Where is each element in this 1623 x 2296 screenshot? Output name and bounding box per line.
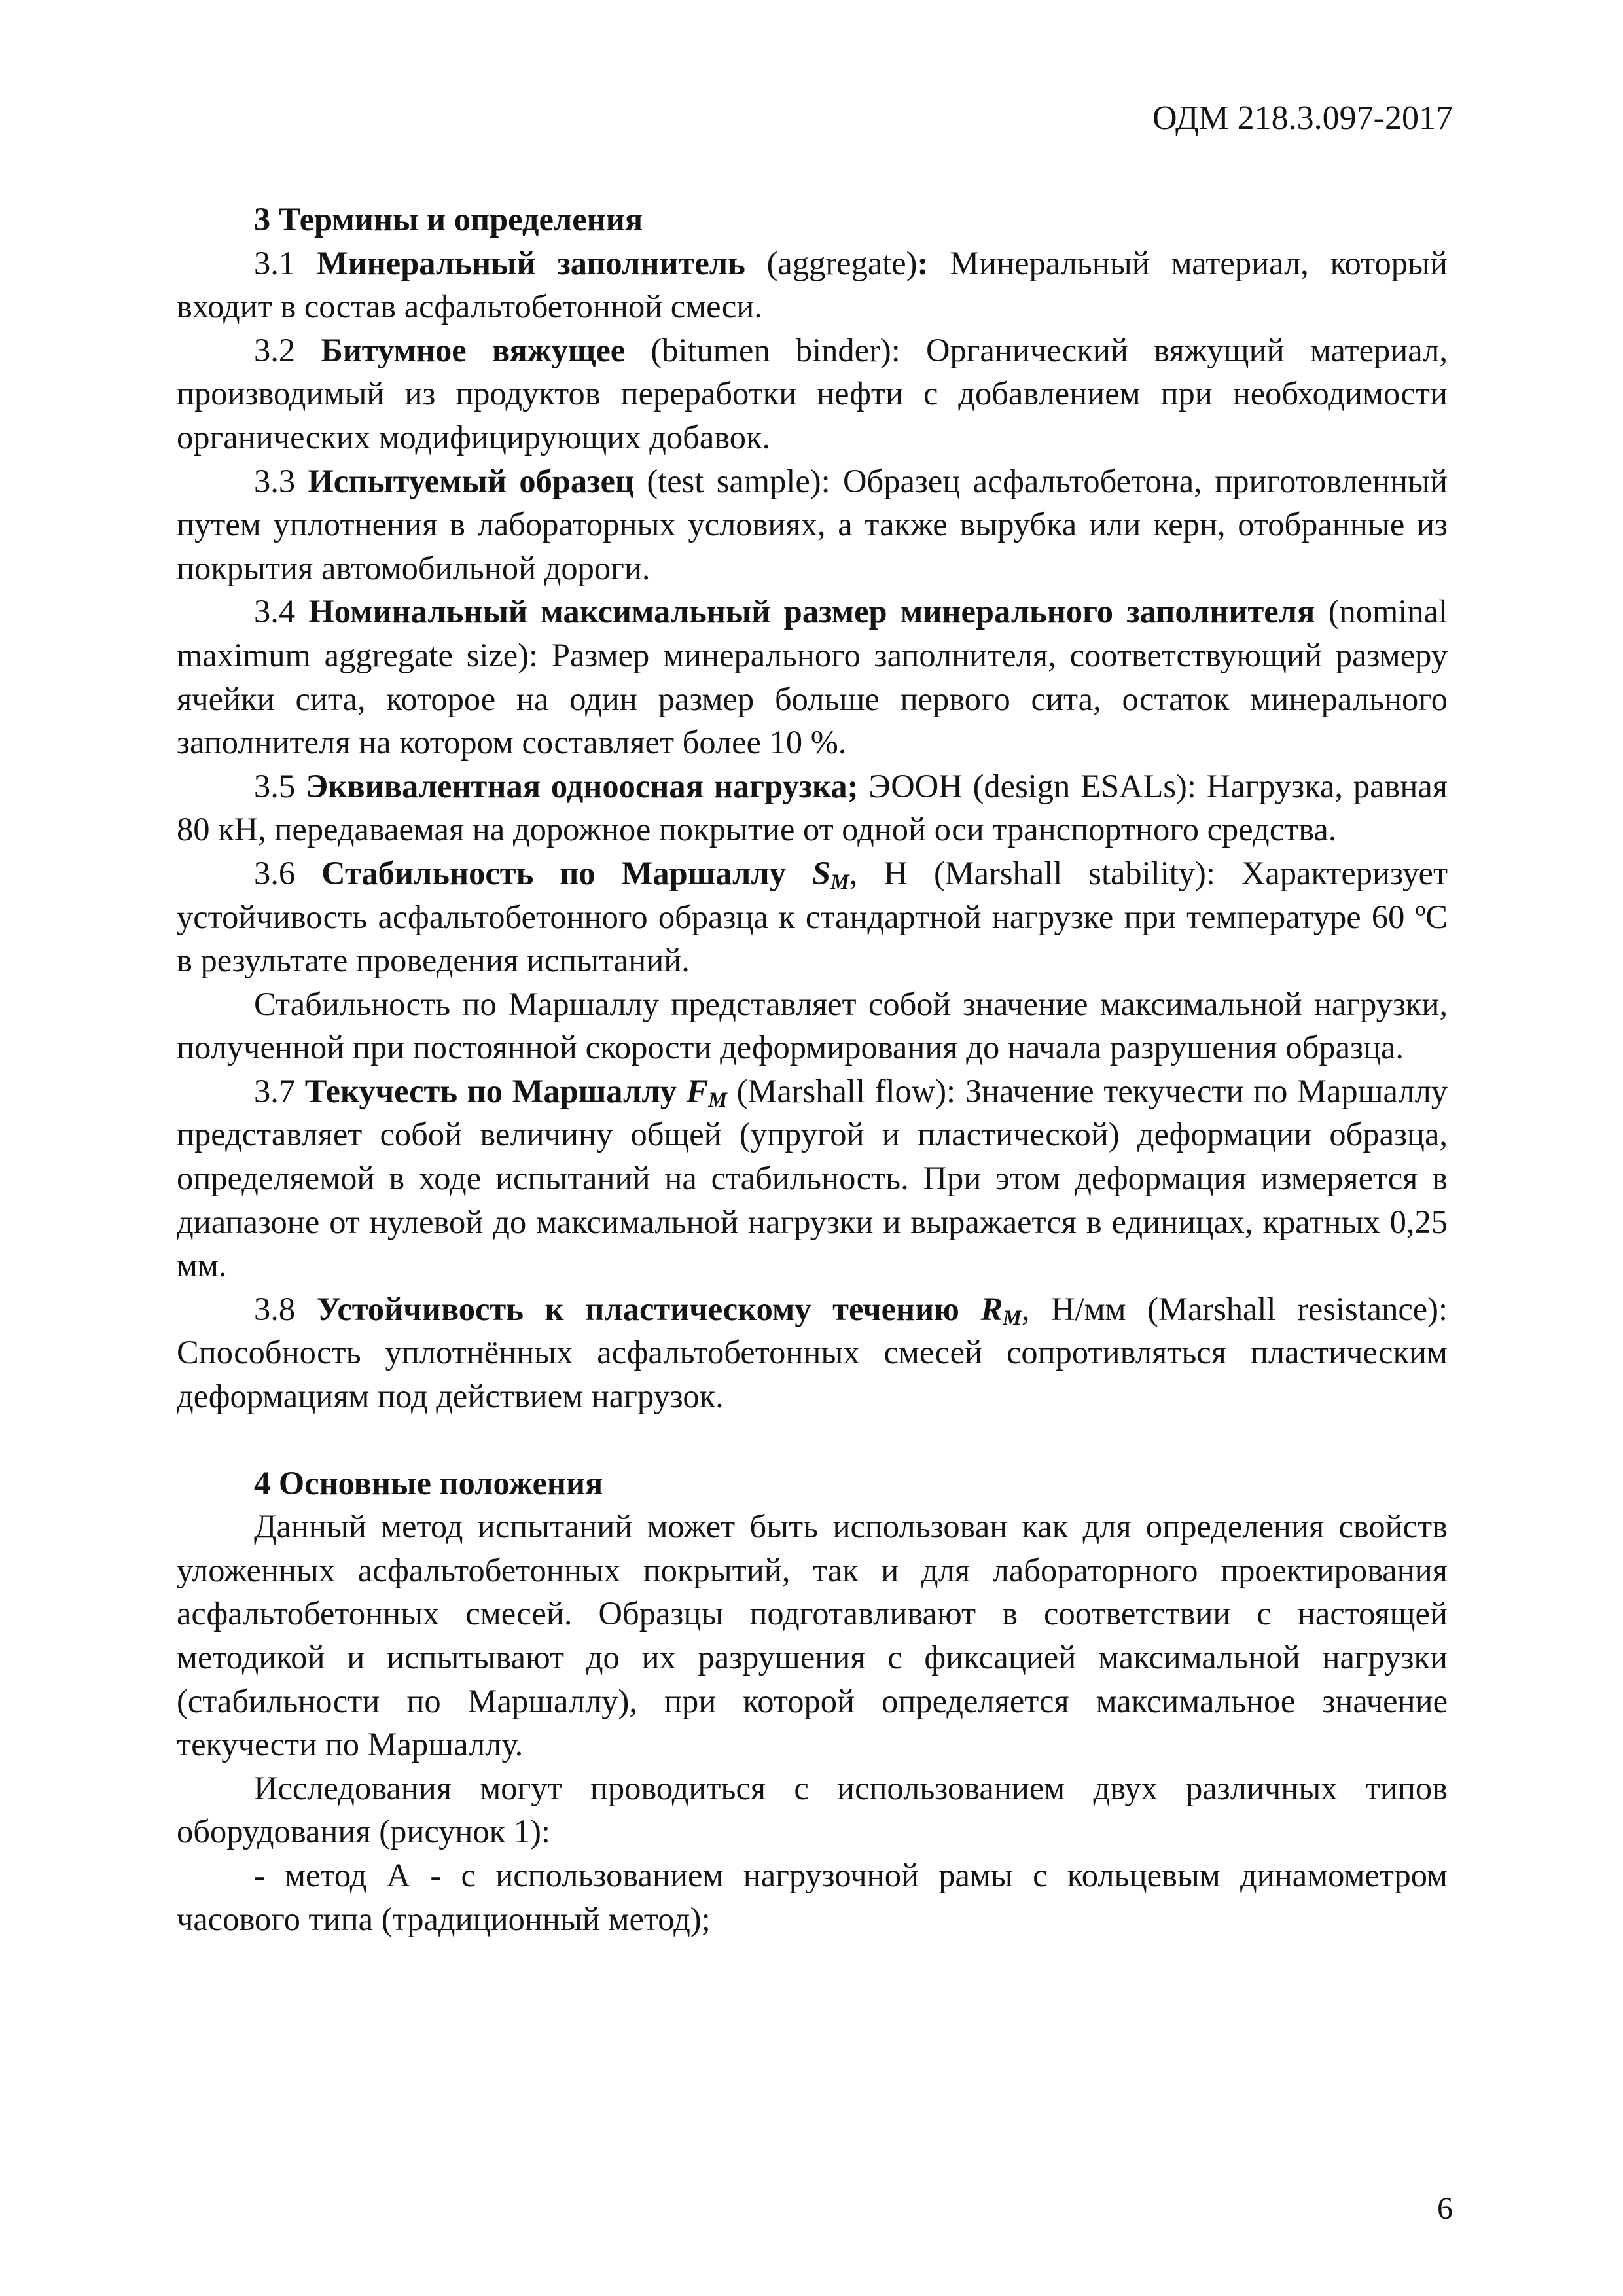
section-gap <box>177 1418 1448 1462</box>
symbol-subscript: M <box>830 870 849 894</box>
term-3-3 <box>177 459 1448 590</box>
term-english: (test sample): <box>647 462 830 499</box>
term-number: 3.4 <box>254 593 296 630</box>
term-3-8 <box>177 1287 1448 1418</box>
section-3-heading: 3 Термины и определения <box>254 201 643 238</box>
term-name: Стабильность по Маршаллу <box>321 854 786 891</box>
term-name: Минеральный заполнитель <box>316 244 745 281</box>
term-name: Текучесть по Маршаллу <box>304 1072 677 1109</box>
term-english: (nominal maximum aggregate size): <box>177 593 1448 673</box>
term-english: (design ESALs): <box>972 767 1196 804</box>
term-number: 3.5 <box>254 767 296 804</box>
section-4-list-item: - метод А - с использованием нагрузочной рамы с кольцевым динамометром часового типа (традиционный метод); <box>177 1856 1448 1937</box>
term-english: (Marshall stability): <box>933 854 1215 891</box>
term-definition: Значение текучести по Маршаллу представляет собой величину общей (упругой и пластической) деформации образца, определяемой в ходе испытаний на стабильность. При этом деформация измеряется в диапазоне от нулевой до максимальной нагрузки и выражается в единицах, кратных 0,25 мм. <box>177 1072 1448 1284</box>
term-3-4 <box>177 590 1448 764</box>
term-3-6 <box>177 852 1448 982</box>
term-definition: Способность уплотнённых асфальтобетонных смесей сопротивляться пластическим деформациям под действием нагрузок. <box>177 1334 1448 1415</box>
term-name: Номинальный максимальный размер минерального заполнителя <box>308 593 1315 630</box>
document-code: ОДМ 218.3.097-2017 <box>1152 99 1453 137</box>
symbol-letter: R <box>980 1290 1003 1327</box>
term-colon: : <box>917 244 929 281</box>
page-number: 6 <box>1437 2191 1453 2226</box>
term-number: 3.2 <box>254 331 296 368</box>
term-symbol <box>812 854 849 894</box>
term-name: Битумное вяжущее <box>321 331 626 368</box>
term-3-7 <box>177 1069 1448 1287</box>
symbol-letter: F <box>686 1072 709 1109</box>
term-symbol <box>687 1073 727 1109</box>
term-3-5 <box>177 764 1448 852</box>
term-number: 3.1 <box>254 244 296 281</box>
term-symbol <box>980 1291 1021 1327</box>
term-definition: Образец асфальтобетона, приготовленный путем уплотнения в лабораторных условиях, а также вырубка или керн, отобранные из покрытия автомобильной дороги. <box>177 462 1448 586</box>
term-abbreviation: ЭООН <box>868 767 963 804</box>
term-definition: Характеризует устойчивость асфальтобетонного образца к стандартной нагрузке при температуре 60 ºС в результате проведения испытаний. <box>177 854 1448 979</box>
term-definition: Органический вяжущий материал, производимый из продуктов переработки нефти с добавлением при необходимости органических модифицирующих добавок. <box>177 331 1448 456</box>
term-number: 3.6 <box>254 854 296 891</box>
term-3-2 <box>177 329 1448 459</box>
term-english: (Marshall flow): <box>736 1072 956 1109</box>
term-number: 3.7 <box>254 1072 296 1109</box>
term-english: (Marshall resistance): <box>1147 1290 1448 1327</box>
symbol-subscript: M <box>708 1087 727 1111</box>
term-name: Устойчивость к пластическому течению <box>316 1290 959 1327</box>
term-number: 3.3 <box>254 462 296 499</box>
term-unit: , Н/мм <box>1021 1290 1126 1327</box>
section-4-paragraph: Исследования могут проводиться с использованием двух различных типов оборудования (рисунок 1): <box>177 1769 1448 1850</box>
term-number: 3.8 <box>254 1290 296 1327</box>
term-definition: Минеральный материал, который входит в состав асфальтобетонной смеси. <box>177 244 1448 325</box>
term-3-1 <box>177 242 1448 329</box>
term-english: (bitumen binder): <box>651 331 901 368</box>
section-4-paragraph: Данный метод испытаний может быть использован как для определения свойств уложенных асфальтобетонных покрытий, так и для лабораторного проектирования асфальтобетонных смесей. Образцы подготавливают в соответствии с настоящей методикой и испытывают до их разрушения с фиксацией максимальной нагрузки (стабильности по Маршаллу), при которой определяется максимальное значение текучести по Маршаллу. <box>177 1508 1448 1763</box>
symbol-subscript: M <box>1003 1305 1022 1329</box>
section-4-heading: 4 Основные положения <box>254 1464 603 1501</box>
term-definition: Нагрузка, равная 80 кН, передаваемая на дорожное покрытие от одной оси транспортного средства. <box>177 767 1448 848</box>
symbol-letter: S <box>812 854 831 891</box>
term-unit: , Н <box>849 854 908 891</box>
stability-note: Стабильность по Маршаллу представляет собой значение максимальной нагрузки, полученной при постоянной скорости деформирования до начала разрушения образца. <box>177 985 1448 1066</box>
term-name: Испытуемый образец <box>308 462 634 499</box>
term-name: Эквивалентная одноосная нагрузка; <box>306 767 859 804</box>
term-definition: Размер минерального заполнителя, соответствующий размеру ячейки сита, которое на один размер больше первого сита, остаток минерального заполнителя на котором составляет более 10 %. <box>177 636 1448 761</box>
term-english: (aggregate) <box>766 244 918 281</box>
document-body <box>177 198 1448 1941</box>
